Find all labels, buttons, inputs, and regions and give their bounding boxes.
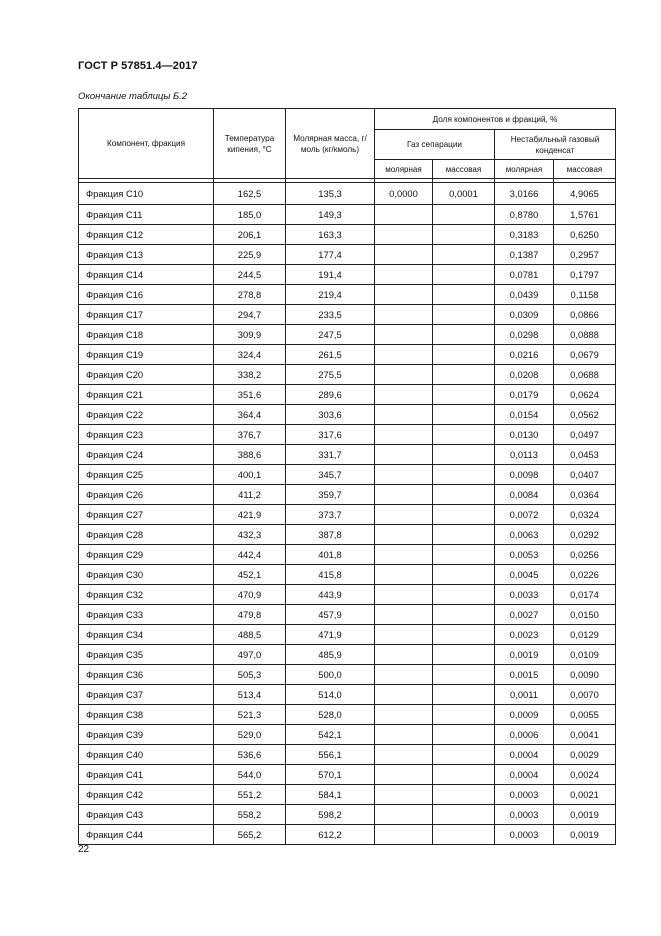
cell-boiling-temp: 364,4 [214,405,286,425]
cell-molar-mass: 612,2 [286,825,375,845]
cell-gas-molar [375,425,433,445]
cell-gas-molar [375,805,433,825]
table-row [79,625,616,645]
cell-gas-molar [375,565,433,585]
cell-gas-mass [433,225,495,245]
cell-component: Фракция С18 [79,325,214,345]
cell-boiling-temp: 400,1 [214,465,286,485]
table-row [79,225,616,245]
cell-condensate-mass: 0,0029 [554,745,616,765]
table-row [79,325,616,345]
cell-boiling-temp: 513,4 [214,685,286,705]
cell-molar-mass: 303,6 [286,405,375,425]
table-row [79,305,616,325]
cell-condensate-molar: 0,0072 [495,505,554,525]
table-row [79,505,616,525]
cell-condensate-molar: 0,3183 [495,225,554,245]
table-row [79,685,616,705]
cell-molar-mass: 485,9 [286,645,375,665]
cell-condensate-mass: 0,0109 [554,645,616,665]
cell-gas-mass [433,645,495,665]
cell-component: Фракция С38 [79,705,214,725]
cell-condensate-molar: 3,0166 [495,183,554,205]
cell-molar-mass: 570,1 [286,765,375,785]
table-row [79,405,616,425]
cell-gas-mass [433,805,495,825]
cell-condensate-mass: 0,0364 [554,485,616,505]
cell-gas-mass [433,305,495,325]
cell-component: Фракция С19 [79,345,214,365]
header-molar-mass: Молярная масса, г/моль (кг/кмоль) [286,109,375,179]
cell-molar-mass: 415,8 [286,565,375,585]
cell-condensate-molar: 0,0208 [495,365,554,385]
cell-gas-molar [375,745,433,765]
cell-gas-molar [375,785,433,805]
cell-gas-molar [375,825,433,845]
cell-molar-mass: 359,7 [286,485,375,505]
cell-gas-mass [433,725,495,745]
cell-condensate-mass: 0,0055 [554,705,616,725]
cell-component: Фракция С33 [79,605,214,625]
cell-gas-mass [433,705,495,725]
cell-gas-mass [433,825,495,845]
header-gas-molar: молярная [375,160,433,179]
cell-condensate-mass: 0,0129 [554,625,616,645]
cell-condensate-mass: 0,6250 [554,225,616,245]
cell-condensate-mass: 0,1158 [554,285,616,305]
cell-gas-mass [433,445,495,465]
cell-gas-mass [433,785,495,805]
cell-gas-molar [375,645,433,665]
cell-condensate-mass: 0,2957 [554,245,616,265]
cell-condensate-molar: 0,0045 [495,565,554,585]
cell-molar-mass: 584,1 [286,785,375,805]
cell-gas-molar [375,265,433,285]
cell-condensate-mass: 0,0888 [554,325,616,345]
cell-molar-mass: 528,0 [286,705,375,725]
cell-gas-mass [433,685,495,705]
cell-molar-mass: 514,0 [286,685,375,705]
cell-gas-mass: 0,0001 [433,183,495,205]
cell-boiling-temp: 376,7 [214,425,286,445]
cell-component: Фракция С30 [79,565,214,585]
cell-condensate-mass: 0,0021 [554,785,616,805]
cell-boiling-temp: 558,2 [214,805,286,825]
cell-gas-molar [375,605,433,625]
table-row [79,345,616,365]
cell-gas-molar [375,245,433,265]
cell-condensate-molar: 0,0003 [495,825,554,845]
cell-component: Фракция С42 [79,785,214,805]
cell-condensate-molar: 0,0011 [495,685,554,705]
cell-gas-mass [433,245,495,265]
cell-gas-mass [433,485,495,505]
cell-component: Фракция С28 [79,525,214,545]
cell-component: Фракция С41 [79,765,214,785]
cell-condensate-molar: 0,0053 [495,545,554,565]
cell-component: Фракция С12 [79,225,214,245]
cell-gas-molar [375,705,433,725]
table-row [79,245,616,265]
cell-condensate-mass: 0,0019 [554,805,616,825]
cell-condensate-molar: 0,0113 [495,445,554,465]
cell-gas-mass [433,325,495,345]
cell-condensate-mass: 0,0688 [554,365,616,385]
cell-boiling-temp: 505,3 [214,665,286,685]
cell-condensate-molar: 0,0154 [495,405,554,425]
cell-component: Фракция С16 [79,285,214,305]
cell-boiling-temp: 544,0 [214,765,286,785]
cell-boiling-temp: 244,5 [214,265,286,285]
table-row [79,485,616,505]
cell-condensate-mass: 0,0070 [554,685,616,705]
cell-gas-mass [433,525,495,545]
cell-gas-molar [375,525,433,545]
cell-gas-molar [375,625,433,645]
cell-condensate-mass: 0,0679 [554,345,616,365]
cell-condensate-molar: 0,0216 [495,345,554,365]
cell-condensate-molar: 0,0027 [495,605,554,625]
cell-condensate-mass: 0,0497 [554,425,616,445]
cell-boiling-temp: 225,9 [214,245,286,265]
table-row [79,605,616,625]
cell-condensate-molar: 0,0781 [495,265,554,285]
cell-condensate-mass: 0,0292 [554,525,616,545]
cell-gas-mass [433,585,495,605]
cell-molar-mass: 598,2 [286,805,375,825]
cell-boiling-temp: 442,4 [214,545,286,565]
table-row [79,385,616,405]
table-row [79,565,616,585]
cell-gas-mass [433,385,495,405]
table-row [79,825,616,845]
cell-boiling-temp: 497,0 [214,645,286,665]
header-condensate-molar: молярная [495,160,554,179]
cell-gas-mass [433,365,495,385]
cell-condensate-molar: 0,0439 [495,285,554,305]
cell-gas-mass [433,465,495,485]
cell-molar-mass: 233,5 [286,305,375,325]
cell-condensate-molar: 0,1387 [495,245,554,265]
cell-molar-mass: 261,5 [286,345,375,365]
table-row [79,205,616,225]
table-row [79,545,616,565]
header-component: Компонент, фракция [79,109,214,179]
cell-condensate-molar: 0,0179 [495,385,554,405]
cell-gas-mass [433,545,495,565]
cell-condensate-molar: 0,0004 [495,765,554,785]
table-row [79,183,616,205]
cell-molar-mass: 373,7 [286,505,375,525]
cell-molar-mass: 275,5 [286,365,375,385]
header-condensate-mass: массовая [554,160,616,179]
page-number: 22 [78,844,90,855]
cell-condensate-mass: 0,0324 [554,505,616,525]
cell-gas-mass [433,265,495,285]
table-row [79,425,616,445]
cell-boiling-temp: 388,6 [214,445,286,465]
cell-boiling-temp: 479,8 [214,605,286,625]
cell-molar-mass: 219,4 [286,285,375,305]
cell-molar-mass: 289,6 [286,385,375,405]
cell-boiling-temp: 411,2 [214,485,286,505]
cell-molar-mass: 331,7 [286,445,375,465]
cell-boiling-temp: 421,9 [214,505,286,525]
cell-molar-mass: 163,3 [286,225,375,245]
cell-gas-molar [375,385,433,405]
cell-gas-molar [375,465,433,485]
cell-molar-mass: 556,1 [286,745,375,765]
cell-condensate-mass: 0,0019 [554,825,616,845]
cell-component: Фракция С29 [79,545,214,565]
cell-gas-molar [375,505,433,525]
cell-molar-mass: 317,6 [286,425,375,445]
cell-gas-molar [375,405,433,425]
cell-boiling-temp: 206,1 [214,225,286,245]
cell-component: Фракция С13 [79,245,214,265]
cell-boiling-temp: 324,4 [214,345,286,365]
cell-component: Фракция С44 [79,825,214,845]
cell-condensate-molar: 0,0009 [495,705,554,725]
cell-component: Фракция С17 [79,305,214,325]
cell-condensate-mass: 0,0150 [554,605,616,625]
table-row [79,525,616,545]
cell-component: Фракция С14 [79,265,214,285]
cell-gas-molar [375,585,433,605]
cell-boiling-temp: 536,6 [214,745,286,765]
cell-condensate-mass: 4,9065 [554,183,616,205]
cell-gas-molar [375,485,433,505]
cell-component: Фракция С36 [79,665,214,685]
cell-condensate-molar: 0,0063 [495,525,554,545]
header-unstable-condensate: Нестабильный газовый конденсат [495,130,616,160]
cell-gas-mass [433,745,495,765]
cell-condensate-mass: 0,0866 [554,305,616,325]
cell-condensate-mass: 0,0041 [554,725,616,745]
cell-molar-mass: 191,4 [286,265,375,285]
cell-gas-mass [433,605,495,625]
cell-gas-molar [375,725,433,745]
cell-condensate-mass: 0,1797 [554,265,616,285]
header-gas-mass: массовая [433,160,495,179]
cell-condensate-mass: 0,0453 [554,445,616,465]
cell-component: Фракция С32 [79,585,214,605]
cell-component: Фракция С10 [79,183,214,205]
cell-component: Фракция С37 [79,685,214,705]
cell-boiling-temp: 488,5 [214,625,286,645]
cell-boiling-temp: 351,6 [214,385,286,405]
cell-molar-mass: 247,5 [286,325,375,345]
cell-component: Фракция С22 [79,405,214,425]
table-row [79,665,616,685]
cell-molar-mass: 500,0 [286,665,375,685]
table-row [79,265,616,285]
cell-gas-molar [375,545,433,565]
cell-condensate-molar: 0,0309 [495,305,554,325]
cell-molar-mass: 457,9 [286,605,375,625]
header-boiling-temp: Температура кипения, °С [214,109,286,179]
cell-gas-molar [375,205,433,225]
table-caption: Окончание таблицы Б.2 [78,91,188,102]
cell-gas-mass [433,565,495,585]
cell-gas-mass [433,665,495,685]
cell-gas-molar [375,665,433,685]
cell-boiling-temp: 162,5 [214,183,286,205]
cell-boiling-temp: 278,8 [214,285,286,305]
cell-molar-mass: 471,9 [286,625,375,645]
table-row [79,785,616,805]
cell-condensate-molar: 0,8780 [495,205,554,225]
cell-condensate-molar: 0,0298 [495,325,554,345]
cell-component: Фракция С24 [79,445,214,465]
cell-molar-mass: 542,1 [286,725,375,745]
cell-component: Фракция С39 [79,725,214,745]
cell-condensate-mass: 1,5761 [554,205,616,225]
cell-component: Фракция С40 [79,745,214,765]
cell-molar-mass: 177,4 [286,245,375,265]
cell-gas-molar [375,345,433,365]
cell-condensate-mass: 0,0562 [554,405,616,425]
cell-condensate-molar: 0,0084 [495,485,554,505]
cell-condensate-molar: 0,0098 [495,465,554,485]
table-row [79,745,616,765]
cell-condensate-molar: 0,0015 [495,665,554,685]
cell-boiling-temp: 185,0 [214,205,286,225]
cell-condensate-molar: 0,0019 [495,645,554,665]
cell-boiling-temp: 470,9 [214,585,286,605]
cell-molar-mass: 443,9 [286,585,375,605]
cell-component: Фракция С20 [79,365,214,385]
cell-gas-mass [433,285,495,305]
header-fraction-group: Доля компонентов и фракций, % [375,109,616,130]
cell-component: Фракция С27 [79,505,214,525]
cell-condensate-molar: 0,0004 [495,745,554,765]
cell-gas-mass [433,425,495,445]
cell-condensate-molar: 0,0130 [495,425,554,445]
cell-condensate-mass: 0,0024 [554,765,616,785]
cell-component: Фракция С21 [79,385,214,405]
cell-boiling-temp: 452,1 [214,565,286,585]
cell-condensate-mass: 0,0090 [554,665,616,685]
fractions-table [78,108,616,845]
cell-condensate-molar: 0,0003 [495,805,554,825]
cell-boiling-temp: 309,9 [214,325,286,345]
cell-gas-molar [375,325,433,345]
cell-gas-molar [375,445,433,465]
cell-molar-mass: 401,8 [286,545,375,565]
table-row [79,585,616,605]
table-row [79,645,616,665]
cell-gas-mass [433,205,495,225]
cell-condensate-mass: 0,0407 [554,465,616,485]
cell-boiling-temp: 565,2 [214,825,286,845]
cell-component: Фракция С35 [79,645,214,665]
document-header: ГОСТ Р 57851.4—2017 [78,60,198,72]
cell-component: Фракция С43 [79,805,214,825]
cell-condensate-mass: 0,0256 [554,545,616,565]
table-row [79,705,616,725]
cell-molar-mass: 135,3 [286,183,375,205]
cell-boiling-temp: 529,0 [214,725,286,745]
table-row [79,285,616,305]
table-row [79,725,616,745]
cell-molar-mass: 345,7 [286,465,375,485]
cell-boiling-temp: 432,3 [214,525,286,545]
cell-gas-molar [375,285,433,305]
cell-boiling-temp: 521,3 [214,705,286,725]
table-row [79,365,616,385]
cell-condensate-molar: 0,0023 [495,625,554,645]
cell-gas-molar [375,685,433,705]
cell-gas-molar [375,365,433,385]
cell-gas-molar [375,305,433,325]
cell-gas-mass [433,405,495,425]
table-row [79,805,616,825]
table-row [79,765,616,785]
cell-component: Фракция С23 [79,425,214,445]
cell-gas-molar [375,765,433,785]
cell-gas-molar: 0,0000 [375,183,433,205]
cell-component: Фракция С11 [79,205,214,225]
cell-gas-mass [433,345,495,365]
cell-boiling-temp: 294,7 [214,305,286,325]
cell-component: Фракция С26 [79,485,214,505]
header-gas-separation: Газ сепарации [375,130,495,160]
table-row [79,445,616,465]
cell-condensate-molar: 0,0003 [495,785,554,805]
cell-gas-mass [433,625,495,645]
cell-molar-mass: 149,3 [286,205,375,225]
cell-boiling-temp: 338,2 [214,365,286,385]
cell-condensate-molar: 0,0006 [495,725,554,745]
table-row [79,465,616,485]
cell-condensate-molar: 0,0033 [495,585,554,605]
cell-condensate-mass: 0,0174 [554,585,616,605]
cell-condensate-mass: 0,0226 [554,565,616,585]
table-body [79,179,616,845]
cell-component: Фракция С25 [79,465,214,485]
cell-gas-molar [375,225,433,245]
cell-condensate-mass: 0,0624 [554,385,616,405]
cell-component: Фракция С34 [79,625,214,645]
cell-boiling-temp: 551,2 [214,785,286,805]
cell-molar-mass: 387,8 [286,525,375,545]
cell-gas-mass [433,765,495,785]
cell-gas-mass [433,505,495,525]
